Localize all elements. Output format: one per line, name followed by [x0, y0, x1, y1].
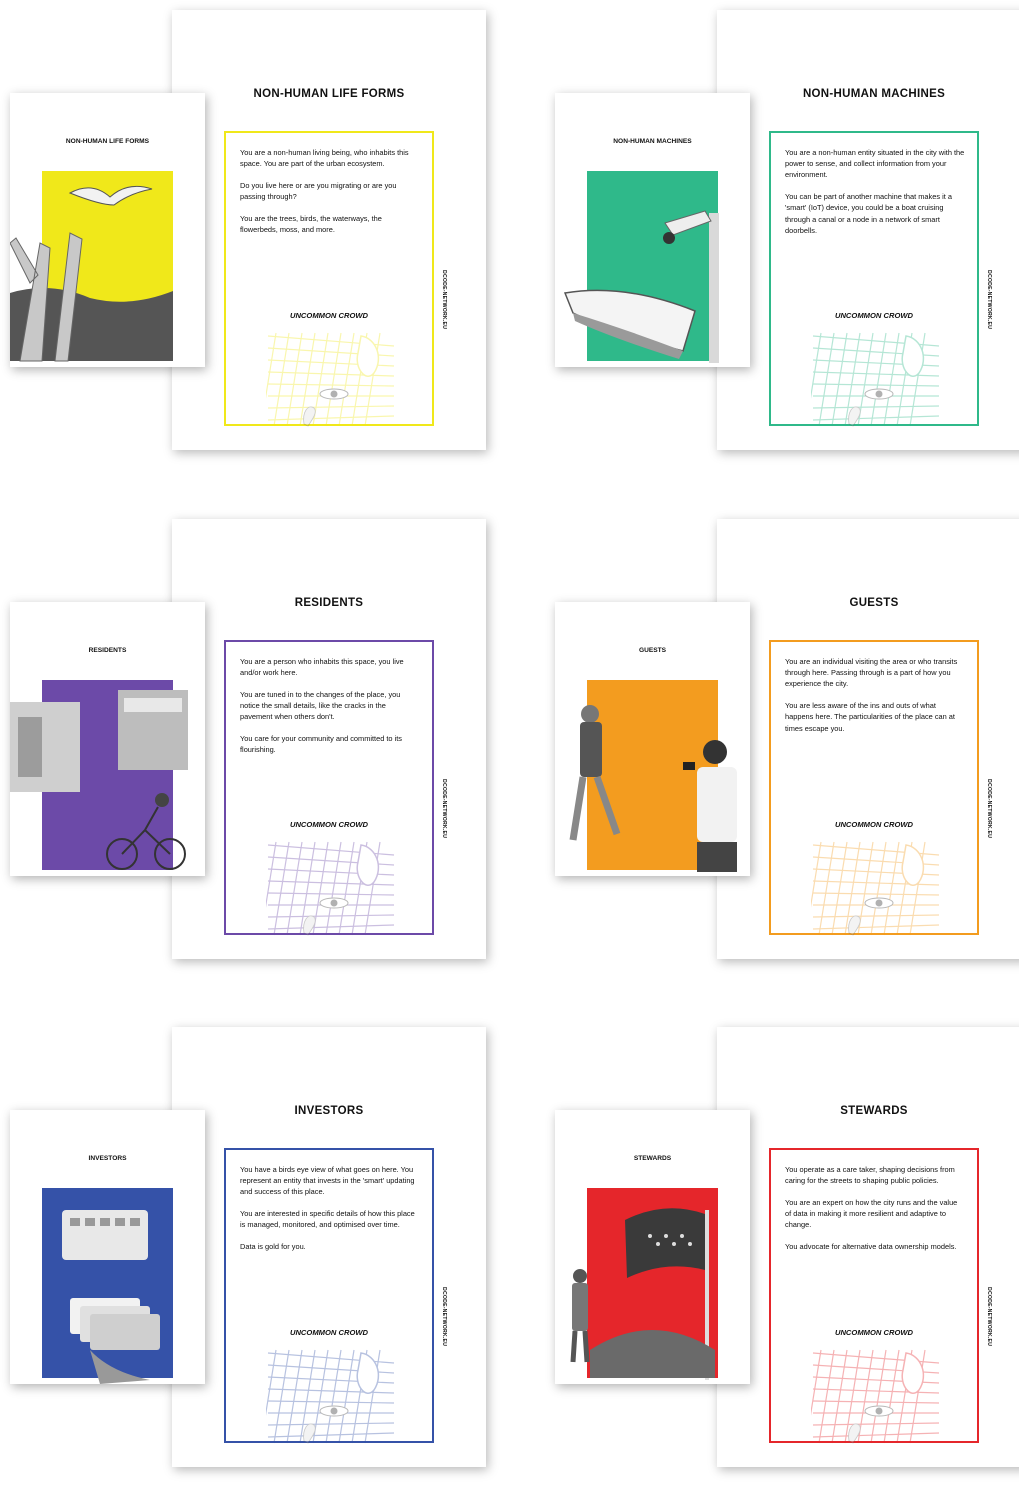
role-card-back: [717, 1027, 1019, 1467]
description-paragraph: You are the trees, birds, the waterways, the flowerbeds, moss, and more.: [240, 213, 382, 235]
eye-icon: [865, 1406, 893, 1416]
role-card-back: [172, 10, 486, 450]
description-text: [785, 656, 965, 744]
description-frame: [769, 1148, 979, 1443]
role-card-front: [10, 602, 205, 876]
description-paragraph: You are an individual visiting the area or who transits through here. Passing through is a part of how you experience the city.: [785, 657, 958, 689]
card-front-title: INVESTORS: [88, 1155, 127, 1162]
description-paragraph: You operate as a care taker, shaping decisions from caring for the streets to shaping public policies.: [785, 1165, 955, 1186]
card-illustration: [555, 93, 750, 367]
brand-label: UNCOMMON CROWD: [289, 311, 369, 320]
description-text: [785, 147, 965, 246]
description-paragraph: You have a birds eye view of what goes on here. You represent an entity that invests in the 'smart' updating and success of this place.: [240, 1165, 415, 1197]
brand-label: UNCOMMON CROWD: [834, 311, 914, 320]
card-front-title: RESIDENTS: [88, 647, 127, 654]
eye-icon: [320, 1406, 348, 1416]
description-paragraph: You are a non-human entity situated in the city with the power to sense, and collect information from your environment.: [785, 148, 965, 180]
description-paragraph: You are an expert on how the city runs and the value of data in making it more resilient and adaptive to change.: [785, 1197, 958, 1230]
website-label: DCODE-NETWORK.EU: [985, 270, 992, 330]
card-illustration: [10, 93, 205, 367]
eye-icon: [865, 898, 893, 908]
brand-label: UNCOMMON CROWD: [834, 1328, 914, 1337]
card-illustration: [10, 1110, 205, 1384]
description-paragraph: You are a non-human living being, who inhabits this space. You are part of the urban ecosystem.: [240, 148, 409, 169]
city-map-illustration: [266, 328, 396, 428]
website-label: DCODE-NETWORK.EU: [985, 779, 992, 839]
description-paragraph: You are less aware of the ins and outs of what happens here. The particularities of the place can at times escape you.: [785, 701, 955, 733]
description-text: [240, 656, 420, 766]
description-frame: [224, 131, 434, 426]
description-paragraph: You care for your community and committed to its flourishing.: [240, 734, 402, 755]
brand-label: UNCOMMON CROWD: [289, 820, 369, 829]
card-front-title: NON-HUMAN LIFE FORMS: [65, 138, 150, 145]
website-label: DCODE-NETWORK.EU: [440, 779, 447, 839]
eye-icon: [320, 389, 348, 399]
description-frame: [769, 131, 979, 426]
role-card-pair: [545, 519, 1019, 979]
brand-label: UNCOMMON CROWD: [834, 820, 914, 829]
role-card-front: [555, 602, 750, 876]
description-paragraph: You are a person who inhabits this space, you live and/or work here.: [240, 657, 404, 678]
card-title: STEWARDS: [840, 1105, 908, 1117]
description-text: [240, 147, 420, 246]
description-paragraph: You are tuned in to the changes of the place, you notice the small details, like the cracks in the pavement when others don't.: [240, 689, 401, 722]
brand-label: UNCOMMON CROWD: [289, 1328, 369, 1337]
city-map-illustration: [811, 1345, 941, 1445]
description-paragraph: Do you live here or are you migrating or are you passing through?: [240, 180, 397, 202]
role-card-front: [555, 93, 750, 367]
description-paragraph: Data is gold for you.: [240, 1242, 306, 1252]
website-label: DCODE-NETWORK.EU: [440, 1287, 447, 1347]
role-card-pair: [545, 10, 1019, 470]
city-map-illustration: [811, 837, 941, 937]
city-map-illustration: [266, 1345, 396, 1445]
role-card-back: [717, 10, 1019, 450]
role-card-pair: [0, 10, 500, 470]
card-front-title: STEWARDS: [633, 1155, 672, 1162]
description-text: [785, 1164, 965, 1263]
city-map-illustration: [266, 837, 396, 937]
description-frame: [224, 1148, 434, 1443]
card-title: GUESTS: [849, 597, 899, 609]
card-title: RESIDENTS: [294, 597, 364, 609]
role-card-back: [717, 519, 1019, 959]
role-card-pair: [545, 1027, 1019, 1487]
role-card-front: [10, 93, 205, 367]
card-title: NON-HUMAN LIFE FORMS: [253, 88, 405, 100]
role-card-front: [555, 1110, 750, 1384]
eye-icon: [320, 898, 348, 908]
description-frame: [224, 640, 434, 935]
card-illustration: [555, 1110, 750, 1384]
role-card-back: [172, 519, 486, 959]
card-illustration: [555, 602, 750, 876]
description-paragraph: You advocate for alternative data ownership models.: [785, 1242, 957, 1252]
card-illustration: [10, 602, 205, 876]
description-frame: [769, 640, 979, 935]
description-paragraph: You can be part of another machine that makes it a 'smart' (IoT) device, you could be a boat cruising through a canal or a node in a network of smart doorbells.: [785, 192, 952, 235]
description-paragraph: You are interested in specific details of how this place is managed, monitored, and optimised over time.: [240, 1209, 415, 1230]
website-label: DCODE-NETWORK.EU: [440, 270, 447, 330]
role-card-front: [10, 1110, 205, 1384]
role-card-back: [172, 1027, 486, 1467]
description-text: [240, 1164, 420, 1263]
card-title: INVESTORS: [294, 1105, 364, 1117]
city-map-illustration: [811, 328, 941, 428]
website-label: DCODE-NETWORK.EU: [985, 1287, 992, 1347]
role-card-pair: [0, 1027, 500, 1487]
eye-icon: [865, 389, 893, 399]
card-front-title: GUESTS: [638, 647, 667, 654]
card-title: NON-HUMAN MACHINES: [802, 88, 946, 100]
card-front-title: NON-HUMAN MACHINES: [613, 138, 692, 145]
role-card-pair: [0, 519, 500, 979]
